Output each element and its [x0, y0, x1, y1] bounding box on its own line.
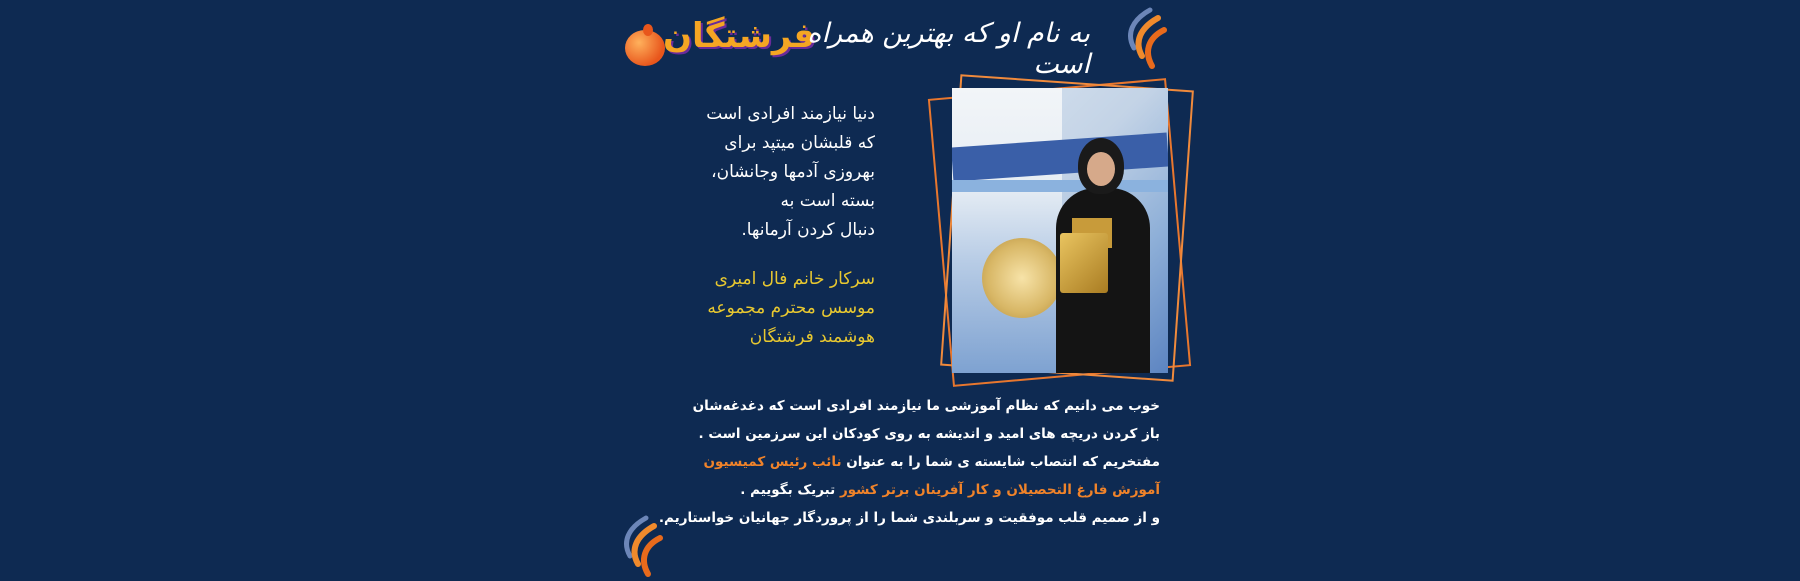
message-line: [640, 448, 1160, 476]
logo-ball-icon: [625, 30, 665, 66]
brand-logo[interactable]: [615, 16, 816, 66]
orange-swoosh-icon: [1112, 4, 1172, 74]
dedication-line: موسس محترم مجموعه: [707, 298, 875, 318]
page-title: به نام او که بهترین همراه است: [807, 18, 1090, 80]
highlight-title: نائب رئیس کمیسیون: [703, 454, 842, 470]
award-photo: [940, 80, 1185, 380]
dedication-block: [650, 265, 875, 352]
event-banner-image: [952, 88, 1062, 373]
person-face: [1087, 152, 1115, 186]
message-text: مفتخریم که انتصاب شایسته ی شما را به عنوان: [846, 454, 1160, 470]
quote-line: بهروزی آدمها وجانشان،: [711, 162, 875, 182]
message-line: خوب می دانیم که نظام آموزشی ما نیازمند افرادی است که دغدغه‌شان: [692, 398, 1160, 414]
message-line: و از صمیم قلب موفقیت و سربلندی شما را از پروردگار جهانیان خواستاریم.: [658, 510, 1160, 526]
dedication-line: هوشمند فرشتگان: [749, 327, 875, 347]
logo-text: فرشتگان: [663, 16, 816, 56]
message-block: [640, 392, 1160, 532]
message-line: [640, 476, 1160, 504]
photo-image: [952, 88, 1168, 373]
message-line: باز کردن دریچه های امید و اندیشه به روی کودکان این سرزمین است .: [698, 426, 1160, 442]
quote-line: دنیا نیازمند افرادی است: [706, 104, 875, 124]
award-plaque-icon: [1060, 233, 1108, 293]
highlight-title: آموزش فارغ التحصیلان و کار آفرینان برتر کشور: [839, 482, 1160, 498]
dedication-line: سرکار خانم فال امیری: [714, 269, 875, 289]
banner-stripe: [952, 180, 1168, 192]
quote-line: دنبال کردن آرمانها.: [741, 220, 875, 240]
quote-line: بسته است به: [780, 191, 875, 211]
message-text: تبریک بگوییم .: [740, 482, 836, 498]
orange-swoosh-icon: [608, 512, 668, 581]
emblem-icon: [982, 238, 1062, 318]
quote-block: [650, 100, 875, 245]
quote-line: که قلبشان میتپد برای: [724, 133, 875, 153]
